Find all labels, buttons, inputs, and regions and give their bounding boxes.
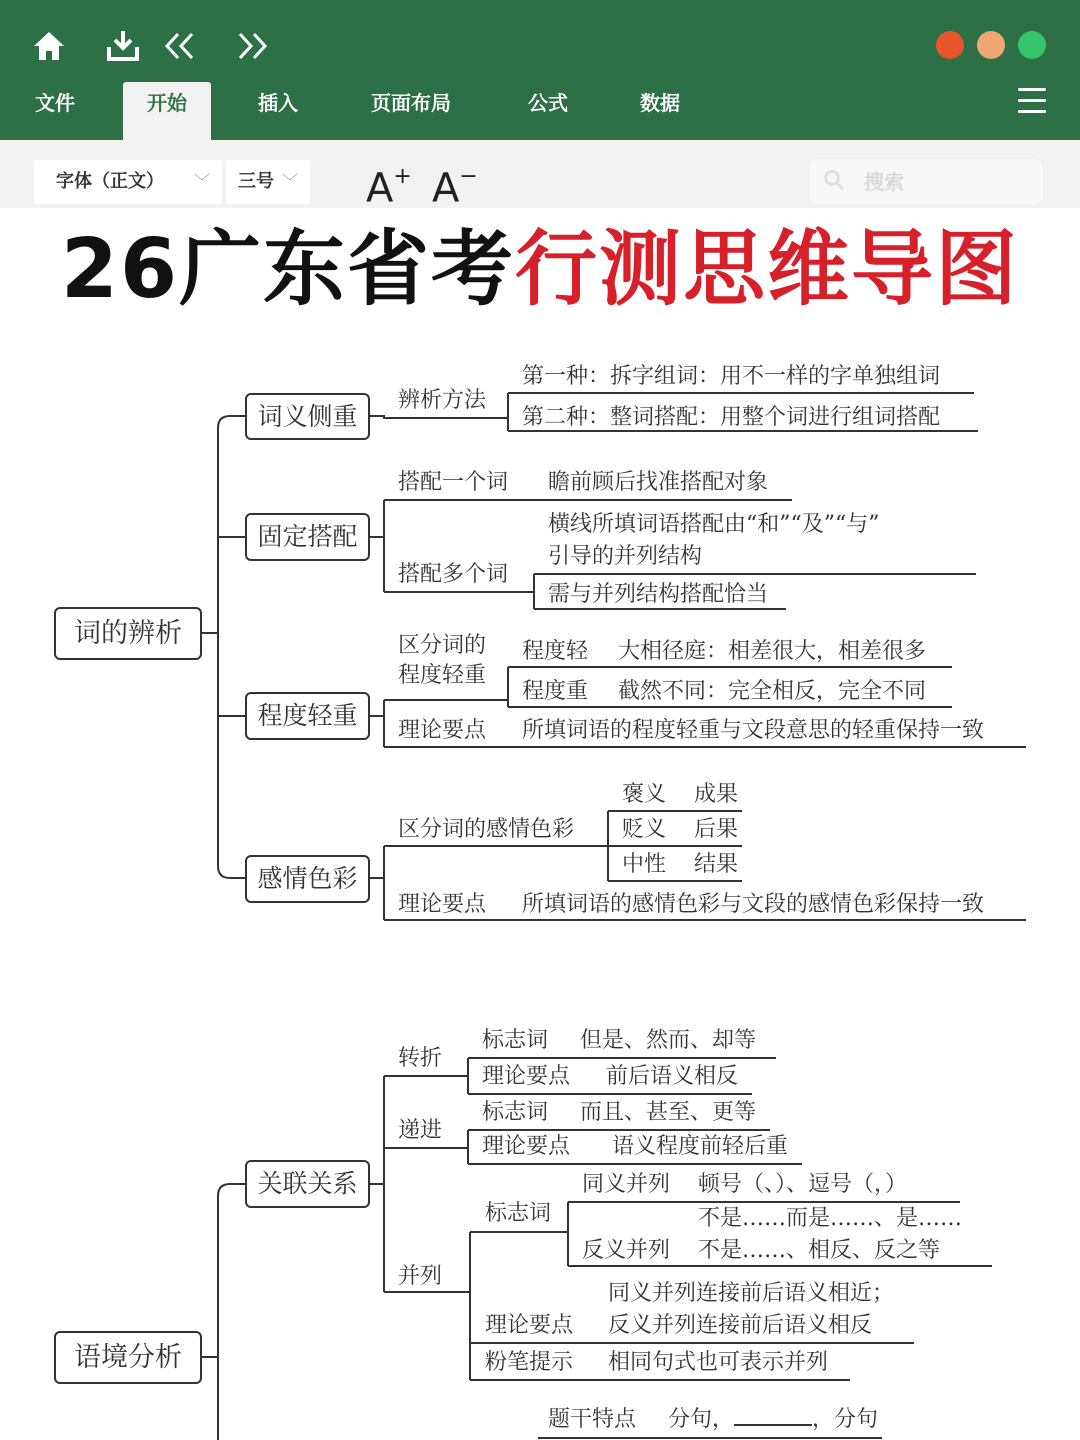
b3-light-value: 大相径庭：相差很大，相差很多 bbox=[618, 639, 927, 664]
b4-distinguish: 区分词的感情色彩 bbox=[398, 817, 575, 842]
b4-item-k-1: 贬义 bbox=[622, 817, 667, 842]
increase-font-button[interactable]: A+ bbox=[366, 164, 412, 212]
search-placeholder: 搜索 bbox=[864, 170, 904, 194]
c2-stem-feature: 题干特点 bbox=[548, 1407, 637, 1432]
c1-progress: 递进 bbox=[398, 1118, 443, 1143]
c1-chalk-tip-value: 相同句式也可表示并列 bbox=[608, 1350, 829, 1375]
b3-distinguish-b: 程度轻重 bbox=[398, 663, 487, 688]
title-black-part: 26广东省考 bbox=[60, 222, 516, 317]
b4-item-v-0: 成果 bbox=[694, 782, 739, 807]
b3-theory-label: 理论要点 bbox=[398, 718, 487, 743]
c1-antonym-top: 不是……而是……、是…… bbox=[698, 1206, 963, 1231]
c1-turn-mark: 标志词 bbox=[482, 1028, 549, 1053]
c1-prog-theory-value: 语义程度前轻后重 bbox=[612, 1134, 789, 1159]
b3-heavy-label: 程度重 bbox=[522, 679, 589, 704]
b4-item-v-1: 后果 bbox=[694, 817, 739, 842]
c1-synonym-value: 顿号（、）、逗号（，） bbox=[698, 1172, 908, 1197]
c2-value-b: ，分句 bbox=[812, 1407, 879, 1432]
b2-one-word-leaf: 瞻前顾后找准搭配对象 bbox=[548, 470, 769, 495]
c2-value-a: 分句， bbox=[668, 1407, 735, 1432]
c1-turn-mark-value: 但是、然而、却等 bbox=[580, 1028, 757, 1053]
root-word-analysis: 词的辨析 bbox=[54, 607, 202, 660]
tab-page-layout[interactable]: 页面布局 bbox=[371, 91, 451, 115]
b3-theory-value: 所填词语的程度轻重与文段意思的轻重保持一致 bbox=[522, 718, 985, 743]
decrease-font-button[interactable]: A− bbox=[432, 164, 478, 212]
tab-formulas[interactable]: 公式 bbox=[528, 91, 568, 115]
b2-multi-leaf-2: 需与并列结构搭配恰当 bbox=[548, 582, 769, 607]
b4-theory-value: 所填词语的感情色彩与文段的感情色彩保持一致 bbox=[522, 892, 985, 917]
b3-distinguish-a: 区分词的 bbox=[398, 633, 487, 658]
chevron-down-icon: ﹀ bbox=[281, 172, 298, 191]
font-size-value: 三号 bbox=[238, 171, 274, 192]
c1-par-mark: 标志词 bbox=[485, 1201, 552, 1226]
c1-antonym-value: 不是……、相反、反之等 bbox=[698, 1238, 941, 1263]
c1-par-theory-1: 同义并列连接前后语义相近； bbox=[608, 1281, 895, 1306]
c1-par-theory: 理论要点 bbox=[485, 1313, 574, 1338]
b4-item-k-0: 褒义 bbox=[622, 782, 667, 807]
increase-font-label: A bbox=[366, 165, 394, 212]
branch-emotion: 感情色彩 bbox=[245, 855, 370, 903]
b1-method: 辨析方法 bbox=[398, 388, 487, 413]
c1-antonym: 反义并列 bbox=[582, 1238, 671, 1263]
b2-multi-word: 搭配多个词 bbox=[398, 562, 509, 587]
c1-prog-mark: 标志词 bbox=[482, 1100, 549, 1125]
c2-stem-feature-value bbox=[668, 1405, 878, 1435]
c1-synonym: 同义并列 bbox=[582, 1172, 671, 1197]
branch-meaning-emphasis: 词义侧重 bbox=[245, 393, 370, 440]
b4-theory-label: 理论要点 bbox=[398, 892, 487, 917]
b4-item-v-2: 结果 bbox=[694, 852, 739, 877]
b2-one-word: 搭配一个词 bbox=[398, 470, 509, 495]
c1-turn-theory: 理论要点 bbox=[482, 1064, 571, 1089]
b1-leaf-1: 第一种：拆字组词：用不一样的字单独组词 bbox=[522, 364, 941, 389]
chevron-down-icon: ﹀ bbox=[193, 172, 210, 191]
branch-fixed-collocation: 固定搭配 bbox=[245, 513, 370, 561]
font-family-value: 字体（正文） bbox=[56, 171, 164, 192]
title-red-part: 行测思维导图 bbox=[515, 222, 1020, 317]
tab-insert[interactable]: 插入 bbox=[258, 91, 298, 115]
root-context-analysis: 语境分析 bbox=[54, 1331, 202, 1384]
tab-file[interactable]: 文件 bbox=[35, 91, 75, 115]
b3-heavy-value: 截然不同：完全相反，完全不同 bbox=[618, 679, 927, 704]
decrease-font-label: A bbox=[432, 165, 460, 212]
b2-multi-leaf-1a: 横线所填词语搭配由“和”“及”“与” bbox=[548, 512, 880, 537]
branch-relation: 关联关系 bbox=[245, 1160, 370, 1208]
c1-prog-theory: 理论要点 bbox=[482, 1134, 571, 1159]
tab-data[interactable]: 数据 bbox=[640, 91, 680, 115]
branch-degree: 程度轻重 bbox=[245, 692, 370, 740]
b2-multi-leaf-1b: 引导的并列结构 bbox=[548, 544, 703, 569]
c1-chalk-tip: 粉笔提示 bbox=[485, 1350, 574, 1375]
b3-light-label: 程度轻 bbox=[522, 639, 589, 664]
c1-par-theory-2: 反义并列连接前后语义相反 bbox=[608, 1313, 873, 1338]
b4-item-k-2: 中性 bbox=[622, 852, 667, 877]
tab-home[interactable]: 开始 bbox=[123, 82, 211, 140]
c1-parallel: 并列 bbox=[398, 1264, 443, 1289]
c1-turn-theory-value: 前后语义相反 bbox=[606, 1064, 739, 1089]
c1-turn: 转折 bbox=[398, 1046, 443, 1071]
c1-prog-mark-value: 而且、甚至、更等 bbox=[580, 1100, 757, 1125]
fill-blank bbox=[734, 1406, 812, 1426]
b1-leaf-2: 第二种：整词搭配：用整个词进行组词搭配 bbox=[522, 405, 941, 430]
